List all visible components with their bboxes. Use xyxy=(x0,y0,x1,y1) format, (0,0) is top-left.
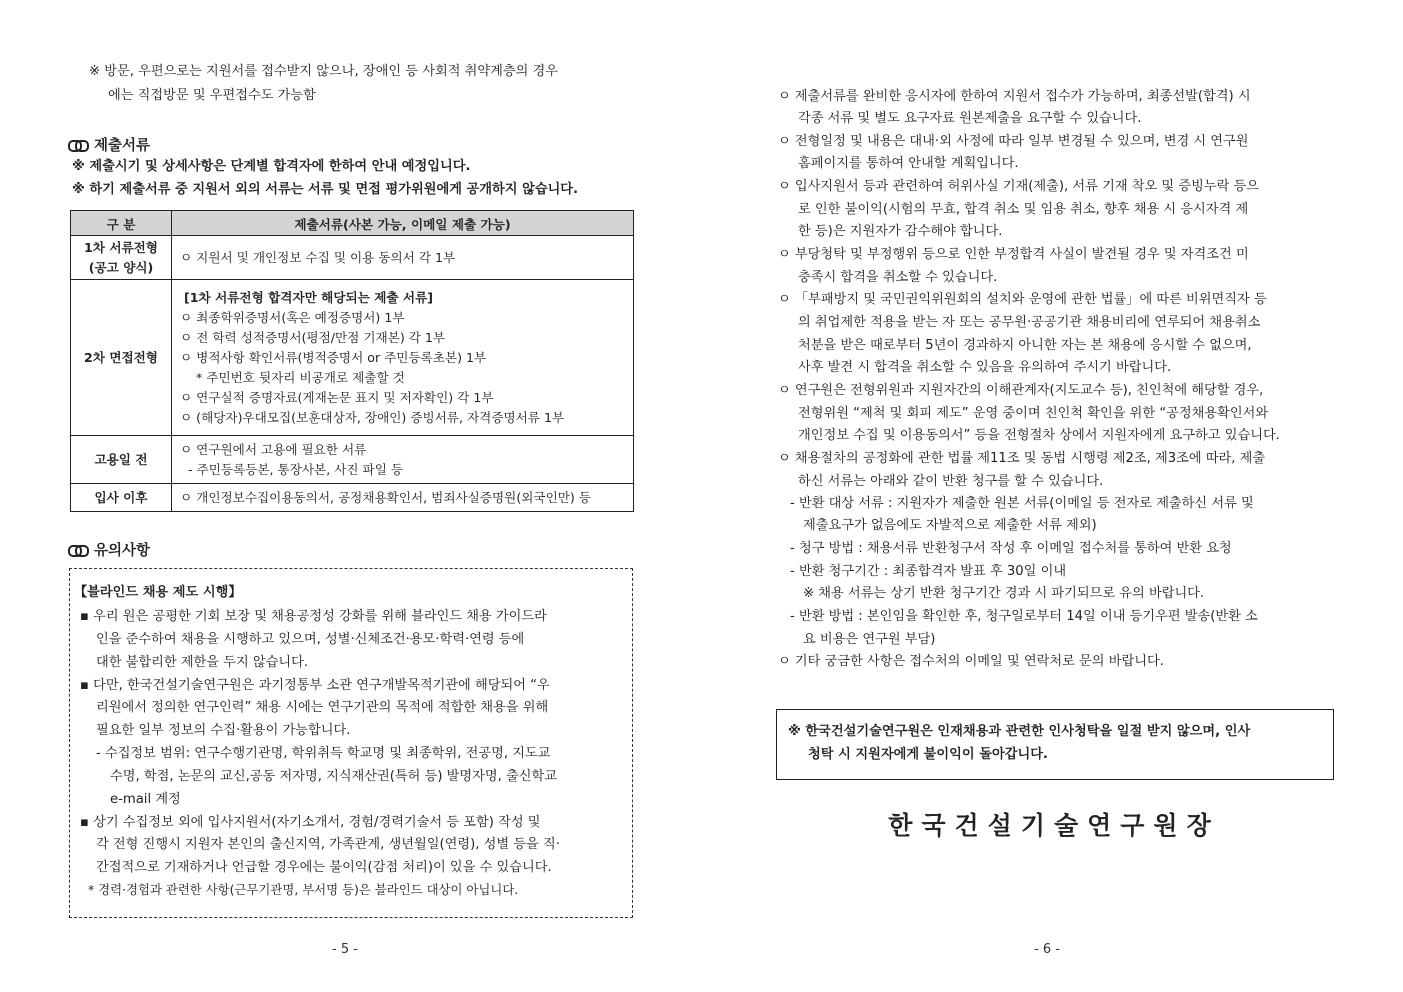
body-line: 처분을 받은 때로부터 5년이 경과하지 아니한 자는 본 채용에 응시할 수 없으며, xyxy=(798,338,1252,353)
body-line: - 반환 대상 서류 : 지원자가 제출한 원본 서류(이메일 등 전자로 제출하신 서류 및 xyxy=(790,496,1254,511)
table-cell-category xyxy=(71,436,172,484)
body-line: - 반환 청구기간 : 최종합격자 발표 후 30일 이내 xyxy=(790,564,1067,579)
body-line: 의 취업제한 적용을 받는 자 또는 공무원·공공기관 채용비리에 연루되어 채용취소 xyxy=(798,315,1261,330)
item-text: ㅇ (해당자)우대모집(보훈대상자, 장애인) 증빙서류, 자격증명서류 1부 xyxy=(180,409,565,425)
page-number: - 6 - xyxy=(1034,942,1060,957)
docs-note: ※ 제출시기 및 상세사항은 단계별 합격자에 한하여 안내 예정입니다. xyxy=(72,159,471,174)
body-line: 개인정보 수집 및 이용동의서” 등을 전형절차 상에서 지원자에게 요구하고 있습니다. xyxy=(798,428,1280,443)
body-line: ㅇ 기타 궁금한 사항은 접수처의 이메일 및 연락처로 문의 바랍니다. xyxy=(778,654,1164,669)
docs-section-title: 제출서류 xyxy=(94,138,151,154)
body-line: ㅇ 채용절차의 공정화에 관한 법률 제11조 및 동법 시행령 제2조, 제3조에 따라, 제출 xyxy=(778,451,1266,466)
body-line: ㅇ 「부패방지 및 국민권익위원회의 설치와 운영에 관한 법률」에 따른 비위면직자 등 xyxy=(778,292,1267,307)
notice-line: ※ 한국건설기술연구원은 인재채용과 관련한 인사청탁을 일절 받지 않으며, 인사 xyxy=(788,724,1251,739)
body-line: ㅇ 제출서류를 완비한 응시자에 한하여 지원서 접수가 가능하며, 최종선발(합격) 시 xyxy=(778,89,1251,104)
link-icon xyxy=(68,139,88,151)
docs-table xyxy=(70,210,634,512)
blind-line: ▪ 우리 원은 공평한 기회 보장 및 채용공정성 강화를 위해 블라인드 채용 가이드라 xyxy=(80,609,547,624)
body-line: 전형위원 “제척 및 회피 제도” 운영 중이며 친인척 확인을 위한 “공정채용확인서와 xyxy=(798,406,1269,421)
blind-box-title: 【블라인드 채용 제도 시행】 xyxy=(74,585,242,600)
right-page xyxy=(702,0,1403,992)
category-text: (공고 양식) xyxy=(88,259,154,275)
item-text: ㅇ 전 학력 성적증명서(평점/만점 기재본) 각 1부 xyxy=(180,329,446,345)
body-line: 각종 서류 및 별도 요구자료 원본제출을 요구할 수 있습니다. xyxy=(798,111,1142,126)
blind-line: 필요한 일부 정보의 수집·활용이 가능합니다. xyxy=(96,723,351,738)
table-cell-items xyxy=(172,436,634,484)
item-text: ㅇ 연구원에서 고용에 필요한 서류 xyxy=(180,441,367,457)
item-text: - 주민등록등본, 통장사본, 사진 파일 등 xyxy=(188,461,404,477)
body-line: ㅇ 전형일정 및 내용은 대내·외 사정에 따라 일부 변경될 수 있으며, 변경 시 연구원 xyxy=(778,134,1249,149)
body-line: 로 인한 불이익(시험의 무효, 합격 취소 및 임용 취소, 향후 채용 시 응시자격 제 xyxy=(798,202,1249,217)
link-icon xyxy=(68,544,88,556)
body-line: 요 비용은 연구원 부담) xyxy=(803,632,936,647)
body-line: 충족시 합격을 취소할 수 있습니다. xyxy=(798,270,998,285)
table-header: 제출서류(사본 가능, 이메일 제출 가능) xyxy=(172,211,634,236)
intro-line: 에는 직접방문 및 우편접수도 가능함 xyxy=(108,88,316,103)
body-line: ※ 채용 서류는 상기 반환 청구기간 경과 시 파기되므로 유의 바랍니다. xyxy=(803,586,1205,601)
category-text: 1차 서류전형 xyxy=(84,239,158,255)
item-text: [1차 서류전형 합격자만 해당되는 제출 서류] xyxy=(184,289,434,305)
docs-section-heading xyxy=(68,134,150,155)
table-cell-category xyxy=(71,484,172,512)
blind-line: ▪ 다만, 한국건설기술연구원은 과기정통부 소관 연구개발목적기관에 해당되어 “우 xyxy=(80,678,550,693)
body-line: - 청구 방법 : 채용서류 반환청구서 작성 후 이메일 접수처를 통하여 반환 요청 xyxy=(790,541,1232,556)
category-text: 고용일 전 xyxy=(94,451,148,467)
blind-line: 간접적으로 기재하거나 언급할 경우에는 불이익(감점 처리)이 있을 수 있습니다. xyxy=(96,860,552,875)
table-cell-items xyxy=(172,280,634,436)
body-line: ㅇ 부당청탁 및 부정행위 등으로 인한 부정합격 사실이 발견될 경우 및 자격조건 미 xyxy=(778,247,1249,262)
table-row xyxy=(71,484,634,512)
left-page xyxy=(0,0,700,992)
table-row xyxy=(71,236,634,280)
blind-line: 인을 준수하여 채용을 시행하고 있으며, 성별·신체조건·용모·학력·연령 등에 xyxy=(96,632,525,647)
body-line: 제출요구가 없음에도 자발적으로 제출한 서류 제외) xyxy=(803,518,1097,533)
body-line: 한 등)은 지원자가 감수해야 합니다. xyxy=(798,224,1003,239)
caution-section-heading xyxy=(68,539,150,560)
body-line: ㅇ 입사지원서 등과 관련하여 허위사실 기재(제출), 서류 기재 착오 및 증빙누락 등으 xyxy=(778,179,1259,194)
table-row xyxy=(71,436,634,484)
item-text: ㅇ 최종학위증명서(혹은 예정증명서) 1부 xyxy=(180,309,405,325)
table-row xyxy=(71,280,634,436)
item-text: ㅇ 연구실적 증명자료(게재논문 표지 및 저자확인) 각 1부 xyxy=(180,389,494,405)
category-text: 입사 이후 xyxy=(94,489,148,505)
item-text: * 주민번호 뒷자리 비공개로 제출할 것 xyxy=(196,369,405,385)
blind-line: ▪ 상기 수집정보 외에 입사지원서(자기소개서, 경험/경력기술서 등 포함) 작성 및 xyxy=(80,815,541,830)
table-cell-items xyxy=(172,484,634,512)
table-header: 구 분 xyxy=(71,211,172,236)
table-cell-category xyxy=(71,236,172,280)
institute-signature: 한국건설기술연구원장 xyxy=(888,811,1220,840)
category-text: 2차 면접전형 xyxy=(84,349,158,365)
item-text: ㅇ 병적사항 확인서류(병적증명서 or 주민등록초본) 1부 xyxy=(180,349,487,365)
body-line: - 반환 방법 : 본인임을 확인한 후, 청구일로부터 14일 이내 등기우편 발송(반환 소 xyxy=(790,609,1258,624)
page-number: - 5 - xyxy=(332,942,358,957)
item-text: ㅇ 개인정보수집이용동의서, 공정채용확인서, 범죄사실증명원(외국인만) 등 xyxy=(180,489,591,505)
notice-line: 청탁 시 지원자에게 불이익이 돌아갑니다. xyxy=(808,747,1048,762)
table-header-row xyxy=(71,211,634,236)
body-line: 홈페이지를 통하여 안내할 계획입니다. xyxy=(798,156,1019,171)
blind-line: e-mail 계정 xyxy=(110,792,181,807)
blind-line: 각 전형 진행시 지원자 본인의 출신지역, 가족관계, 생년월일(연령), 성별 등을 직· xyxy=(96,837,560,852)
blind-line: 대한 불합리한 제한을 두지 않습니다. xyxy=(96,655,309,670)
table-cell-category xyxy=(71,280,172,436)
body-line: 하신 서류는 아래와 같이 반환 청구를 할 수 있습니다. xyxy=(798,474,1104,489)
blind-line: 수명, 학점, 논문의 교신,공동 저자명, 지식재산권(특허 등) 발명자명, 출신학교 xyxy=(110,769,557,784)
caution-section-title: 유의사항 xyxy=(94,543,151,559)
blind-line: - 수집정보 범위: 연구수행기관명, 학위취득 학교명 및 최종학위, 전공명, 지도교 xyxy=(96,746,551,761)
intro-line: ※ 방문, 우편으로는 지원서를 접수받지 않으나, 장애인 등 사회적 취약계층의 경우 xyxy=(89,64,559,79)
blind-line: 리원에서 정의한 연구인력” 채용 시에는 연구기관의 목적에 적합한 채용을 위해 xyxy=(96,700,549,715)
body-line: ㅇ 연구원은 전형위원과 지원자간의 이해관계자(지도교수 등), 친인척에 해당할 경우, xyxy=(778,383,1264,398)
docs-note: ※ 하기 제출서류 중 지원서 외의 서류는 서류 및 면접 평가위원에게 공개하지 않습니다. xyxy=(72,182,579,197)
body-line: 사후 발견 시 합격을 취소할 수 있음을 유의하여 주시기 바랍니다. xyxy=(798,360,1172,375)
blind-line: * 경력·경험과 관련한 사항(근무기관명, 부서명 등)은 블라인드 대상이 아닙니다. xyxy=(88,882,519,897)
item-text: ㅇ 지원서 및 개인정보 수집 및 이용 동의서 각 1부 xyxy=(180,249,456,265)
table-cell-items xyxy=(172,236,634,280)
